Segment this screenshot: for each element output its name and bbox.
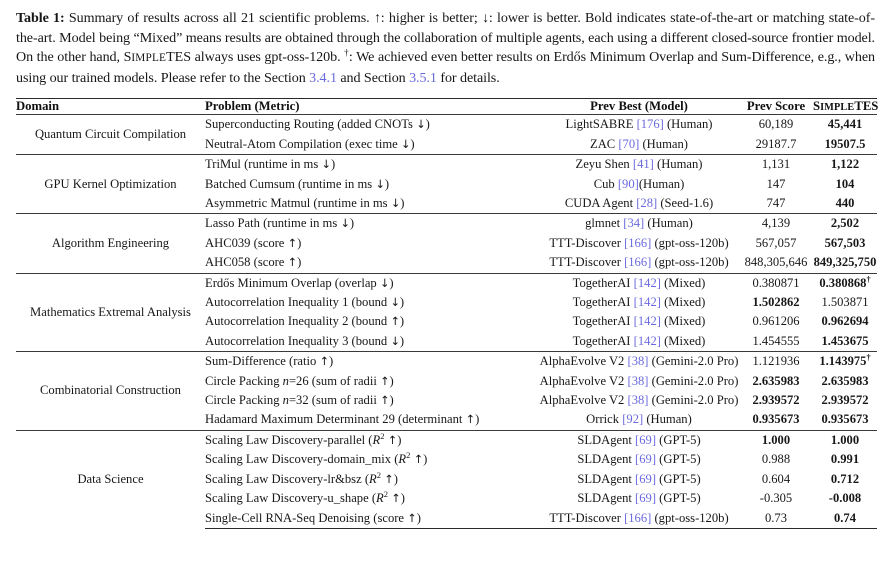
table-header: [16, 99, 877, 115]
problem-cell: [205, 430, 539, 450]
prev-best-model: (Mixed): [660, 275, 706, 290]
direction-arrow-icon: ↑: [465, 412, 476, 427]
simpletes-score-value: -0.008: [828, 491, 862, 506]
direction-arrow-icon: ↑: [384, 471, 394, 486]
problem-text: Scaling Law Discovery-domain_mix (: [205, 452, 399, 467]
problem-cell: [205, 470, 539, 489]
simpletes-score-value: 1.503871: [821, 295, 869, 310]
caption-text-2: always uses gpt-oss-120b.: [190, 49, 345, 66]
simpletes-score-value: 0.962694: [821, 314, 869, 329]
prev-best-cell: [539, 214, 739, 234]
column-header-problem: Problem (Metric): [205, 99, 539, 115]
citation-link[interactable]: [70]: [618, 136, 640, 151]
problem-text: Lasso Path (runtime in ms: [205, 216, 341, 231]
prev-best-model: (gpt-oss-120b): [651, 235, 729, 250]
caption-text-4: and Section: [336, 69, 410, 86]
problem-cell: [205, 273, 539, 293]
prev-best-cell: [539, 450, 739, 469]
simpletes-score-value: 19507.5: [824, 136, 866, 151]
prev-best-model: (GPT-5): [656, 471, 701, 486]
prev-best-cell: [539, 155, 739, 175]
problem-text-end: ): [297, 235, 302, 250]
table-row: [16, 273, 877, 293]
prev-score-cell: 0.604: [761, 471, 791, 486]
prev-best-model: (Mixed): [660, 314, 706, 329]
simpletes-score-value: 2,502: [830, 216, 860, 231]
problem-text-end: ): [384, 176, 390, 191]
problem-cell: [205, 332, 539, 352]
direction-arrow-icon: ↓: [321, 157, 331, 172]
prev-score-cell: 29187.7: [755, 136, 797, 151]
problem-exponent: 2: [406, 450, 411, 461]
table-header-row: [16, 99, 877, 115]
problem-cell: [205, 135, 539, 155]
problem-text: Autocorrelation Inequality 3 (bound: [205, 333, 391, 348]
domain-label: GPU Kernel Optimization: [44, 176, 177, 191]
prev-best-cell: [539, 509, 739, 529]
citation-link[interactable]: [90]: [617, 176, 639, 191]
caption-text-5: for details.: [436, 69, 500, 86]
problem-text-end: ): [410, 136, 415, 151]
problem-symbol: R: [376, 491, 384, 506]
results-table-wrapper: [14, 98, 877, 529]
caption-text-3: : We achieved even better results on Erdős Minimum Overlap and Sum-Difference, e.g., when using our trained models. Please refer to the Section: [16, 49, 875, 86]
direction-arrow-icon: ↑: [380, 393, 390, 408]
citation-link[interactable]: [38]: [627, 354, 649, 369]
problem-text: Erdős Minimum Overlap (overlap: [205, 275, 380, 290]
simpletes-score-cell: [813, 234, 877, 253]
problem-text: AHC058 (score: [205, 255, 288, 270]
simpletes-score-cell: [813, 135, 877, 155]
simpletes-score-cell: [813, 312, 877, 331]
prev-best-cell: [539, 194, 739, 214]
citation-link[interactable]: [38]: [627, 373, 649, 388]
simpletes-score-cell: [813, 450, 877, 469]
citation-link[interactable]: [166]: [624, 235, 652, 250]
prev-best-model: (Human): [653, 157, 703, 172]
problem-cell: [205, 489, 539, 508]
table-body: [16, 115, 877, 529]
problem-text-end: ): [400, 196, 405, 210]
simpletes-score-cell: [813, 155, 877, 175]
prev-score-cell: 0.988: [761, 452, 791, 467]
simpletes-score-value: 440: [835, 196, 855, 210]
table-row: [16, 214, 877, 234]
problem-cell: [205, 194, 539, 214]
problem-text-end: ): [349, 216, 355, 231]
prev-best-cell: [539, 135, 739, 155]
prev-best-name: glmnet: [585, 216, 624, 231]
domain-cell: [16, 273, 205, 352]
problem-text-end: ): [389, 373, 394, 388]
direction-arrow-icon: ↓: [416, 117, 426, 132]
problem-text: Neutral-Atom Compilation (exec time: [205, 136, 401, 151]
direction-arrow-icon: ↓: [390, 333, 400, 348]
column-header-simpletes-small: IMPLE: [820, 102, 855, 114]
prev-score-cell: 147: [766, 176, 786, 191]
simpletes-score-cell: [813, 489, 877, 508]
problem-cell: [205, 410, 539, 430]
caption-system-name-tail: TES: [166, 49, 191, 66]
prev-best-name: Orrick: [586, 412, 623, 427]
problem-symbol: n: [282, 373, 289, 388]
citation-link[interactable]: [38]: [627, 393, 649, 408]
prev-best-cell: [539, 273, 739, 293]
problem-cell: [205, 391, 539, 410]
prev-score-cell: 1.454555: [752, 333, 800, 348]
prev-best-cell: [539, 430, 739, 450]
prev-best-model: (Human): [638, 176, 685, 191]
problem-text: Scaling Law Discovery-u_shape (: [205, 491, 377, 506]
prev-best-model: (Gemini-2.0 Pro): [648, 393, 739, 408]
simpletes-score-value: 2.939572: [821, 393, 869, 408]
simpletes-score-cell: [813, 175, 877, 194]
problem-text-end: ): [400, 491, 405, 506]
simpletes-score-value: 104: [835, 176, 855, 191]
prev-best-model: (GPT-5): [656, 452, 701, 467]
citation-link[interactable]: [69]: [635, 452, 657, 467]
problem-cell: [205, 155, 539, 175]
direction-arrow-icon: ↓: [390, 295, 400, 310]
prev-best-name: SLDAgent: [577, 452, 636, 467]
problem-text: AHC039 (score: [205, 235, 288, 250]
citation-link[interactable]: [176]: [636, 117, 664, 132]
direction-arrow-icon: ↓: [390, 196, 401, 210]
problem-text-end: ): [416, 510, 421, 525]
domain-cell: [16, 352, 205, 431]
problem-text-end: ): [329, 354, 334, 369]
problem-text-end: ): [475, 412, 480, 427]
problem-text-mid: =32 (sum of radii: [288, 393, 380, 408]
direction-arrow-icon: ↑: [287, 255, 298, 270]
simpletes-score-cell: [813, 214, 877, 234]
prev-score-cell: 1,131: [739, 155, 813, 175]
simpletes-score-cell: [813, 352, 877, 372]
prev-best-model: (Gemini-2.0 Pro): [648, 354, 739, 369]
direction-arrow-icon: ↑: [407, 510, 417, 525]
column-header-simpletes-head: S: [813, 99, 821, 114]
problem-symbol: n: [282, 393, 289, 408]
simpletes-score-value: 45,441: [827, 117, 863, 132]
problem-exponent: 2: [376, 469, 382, 480]
direction-arrow-icon: ↓: [400, 136, 411, 151]
prev-score-cell: 0.961206: [752, 314, 800, 329]
prev-score-cell: 60,189: [739, 115, 813, 135]
prev-score-cell: 567,057: [755, 235, 797, 250]
direction-arrow-icon: ↓: [379, 275, 390, 290]
column-header-simpletes: [813, 99, 877, 115]
simpletes-score-cell: [813, 115, 877, 135]
domain-label: Combinatorial Construction: [40, 383, 181, 398]
direction-arrow-icon: ↓: [340, 216, 350, 231]
problem-text: Sum-Difference (ratio: [205, 354, 320, 369]
prev-best-model: (Mixed): [660, 333, 706, 348]
simpletes-score-value: 2.635983: [821, 373, 869, 388]
domain-cell: [16, 155, 205, 214]
direction-arrow-icon: ↓: [375, 176, 385, 191]
prev-best-name: TTT-Discover: [549, 255, 625, 270]
problem-symbol: R: [372, 432, 381, 447]
direction-arrow-icon: ↑: [391, 491, 401, 506]
problem-text-end: ): [399, 314, 405, 329]
simpletes-score-value: 1.453675: [821, 333, 869, 348]
domain-label: Algorithm Engineering: [51, 235, 170, 250]
dagger-marker: †: [866, 353, 871, 363]
prev-best-name: TogetherAI: [572, 275, 634, 290]
caption-label: Table 1:: [16, 10, 65, 26]
problem-text: Scaling Law Discovery-parallel (: [205, 432, 373, 447]
prev-best-name: ZAC: [590, 136, 619, 151]
prev-best-name: AlphaEvolve V2: [539, 354, 628, 369]
caption-xref-section-351[interactable]: 3.5.1: [409, 69, 437, 86]
problem-cell: [205, 253, 539, 273]
problem-text: Autocorrelation Inequality 1 (bound: [205, 295, 391, 310]
simpletes-score-cell: [813, 253, 877, 273]
simpletes-score-cell: [813, 391, 877, 410]
domain-label: Mathematics Extremal Analysis: [30, 304, 191, 319]
simpletes-score-cell: [813, 332, 877, 352]
prev-best-name: CUDA Agent: [564, 196, 637, 210]
problem-text: Scaling Law Discovery-lr&bsz (: [205, 471, 370, 486]
column-header-simpletes-tail: TES: [854, 99, 879, 114]
citation-link[interactable]: [166]: [624, 255, 652, 270]
simpletes-score-cell: [813, 372, 877, 391]
domain-cell: [16, 214, 205, 273]
table-row: [16, 352, 877, 372]
prev-score-cell: 2.635983: [752, 373, 800, 388]
prev-best-model: (Mixed): [660, 295, 706, 310]
prev-best-name: TTT-Discover: [549, 235, 625, 250]
citation-link[interactable]: [142]: [633, 275, 661, 290]
problem-cell: [205, 293, 539, 312]
problem-cell: [205, 234, 539, 253]
prev-score-cell: 0.935673: [752, 412, 800, 427]
problem-cell: [205, 450, 539, 469]
prev-best-model: (Human): [663, 117, 713, 132]
citation-link[interactable]: [69]: [635, 432, 657, 447]
prev-best-model: (gpt-oss-120b): [651, 510, 729, 525]
prev-best-name: SLDAgent: [577, 471, 636, 486]
problem-symbol: R: [369, 471, 377, 486]
prev-score-cell: 2.939572: [752, 393, 800, 408]
problem-text: Single-Cell RNA-Seq Denoising (score: [205, 510, 408, 525]
prev-best-cell: [539, 410, 739, 430]
prev-best-model: (GPT-5): [656, 432, 701, 447]
prev-best-model: (Gemini-2.0 Pro): [648, 373, 739, 388]
simpletes-score-value: 849,325,750: [813, 255, 877, 270]
prev-best-model: (Human): [639, 136, 688, 151]
prev-best-cell: [539, 470, 739, 489]
prev-best-cell: [539, 115, 739, 135]
simpletes-score-value: 1.000: [830, 432, 860, 447]
problem-cell: [205, 115, 539, 135]
prev-score-cell: 0.380871: [739, 273, 813, 293]
prev-best-name: AlphaEvolve V2: [539, 393, 628, 408]
problem-text-end: ): [423, 452, 428, 467]
problem-cell: [205, 352, 539, 372]
problem-text-end: ): [330, 157, 336, 172]
problem-exponent: 2: [380, 430, 385, 441]
caption-system-name-small: IMPLE: [131, 52, 167, 65]
table-caption: [16, 9, 875, 88]
citation-link[interactable]: [28]: [636, 196, 658, 210]
prev-best-name: SLDAgent: [577, 491, 636, 506]
problem-text-end: ): [425, 117, 430, 132]
problem-text: TriMul (runtime in ms: [205, 157, 322, 172]
simpletes-score-value: 0.991: [830, 452, 860, 467]
prev-best-cell: [539, 391, 739, 410]
simpletes-score-value: 0.935673: [821, 412, 869, 427]
problem-text-end: ): [399, 295, 405, 310]
citation-link[interactable]: [166]: [624, 510, 652, 525]
domain-cell: [16, 430, 205, 528]
problem-text-mid: =26 (sum of radii: [288, 373, 380, 388]
problem-cell: [205, 175, 539, 194]
table-row: [16, 430, 877, 450]
prev-best-cell: [539, 312, 739, 331]
prev-best-cell: [539, 293, 739, 312]
citation-link[interactable]: [41]: [632, 157, 654, 172]
simpletes-score-cell: [813, 470, 877, 489]
prev-best-cell: [539, 175, 739, 194]
problem-text-end: ): [389, 393, 394, 408]
simpletes-score-value: 1.143975: [819, 354, 867, 369]
prev-best-model: (Human): [643, 412, 692, 427]
prev-best-name: Zeyu Shen: [575, 157, 633, 172]
caption-dagger: †: [344, 48, 349, 59]
prev-best-model: (Seed-1.6): [657, 196, 714, 210]
prev-score-cell: 1.000: [739, 430, 813, 450]
simpletes-score-value: 567,503: [824, 235, 866, 250]
problem-text: Autocorrelation Inequality 2 (bound: [205, 314, 391, 329]
prev-best-cell: [539, 372, 739, 391]
simpletes-score-value: 1,122: [830, 157, 860, 172]
prev-best-model: (GPT-5): [656, 491, 701, 506]
prev-score-cell: 4,139: [739, 214, 813, 234]
prev-best-name: Cub: [593, 176, 618, 191]
prev-score-cell: 1.121936: [739, 352, 813, 372]
prev-score-cell: 1.502862: [752, 295, 800, 310]
domain-label: Data Science: [77, 471, 144, 486]
prev-best-name: SLDAgent: [577, 432, 636, 447]
direction-arrow-icon: ↑: [413, 452, 424, 467]
column-header-prev-best: Prev Best (Model): [539, 99, 739, 115]
direction-arrow-icon: ↑: [390, 314, 400, 329]
domain-cell: [16, 115, 205, 155]
problem-cell: [205, 312, 539, 331]
column-header-prev-score: Prev Score: [739, 99, 813, 115]
problem-text-end: ): [393, 471, 398, 486]
caption-system-name-head: S: [123, 49, 132, 66]
problem-exponent: 2: [383, 488, 388, 499]
problem-text-end: ): [399, 333, 405, 348]
prev-best-cell: [539, 253, 739, 273]
direction-arrow-icon: ↑: [380, 373, 390, 388]
prev-best-cell: [539, 489, 739, 508]
prev-best-name: LightSABRE: [565, 117, 637, 132]
simpletes-score-cell: [813, 410, 877, 430]
prev-score-cell: 0.73: [739, 509, 813, 529]
problem-cell: [205, 509, 539, 529]
caption-text-1: Summary of results across all 21 scientific problems. ↑: higher is better; ↓: lower is better. Bold indicates state-of-the-art or matching state-of-the-art. Model being “Mixed” means results are obtained through the collaboration of multiple agents, each using a different closed-source frontier model. On the other hand,: [16, 10, 875, 66]
prev-best-cell: [539, 332, 739, 352]
domain-label: Quantum Circuit Compilation: [34, 127, 187, 142]
problem-text: Circle Packing: [205, 393, 283, 408]
citation-link[interactable]: [69]: [635, 471, 657, 486]
problem-cell: [205, 214, 539, 234]
direction-arrow-icon: ↑: [387, 432, 398, 447]
prev-best-model: (gpt-oss-120b): [651, 255, 729, 270]
prev-best-name: AlphaEvolve V2: [539, 373, 628, 388]
caption-system-name: [124, 49, 191, 65]
prev-best-cell: [539, 234, 739, 253]
prev-best-name: TogetherAI: [572, 333, 634, 348]
prev-best-name: TogetherAI: [572, 314, 634, 329]
simpletes-score-value: 0.74: [834, 510, 856, 525]
simpletes-score-value: 0.380868: [819, 275, 867, 290]
problem-text-end: ): [297, 255, 302, 270]
problem-text: Batched Cumsum (runtime in ms: [205, 176, 376, 191]
citation-link[interactable]: [142]: [633, 295, 661, 310]
problem-symbol: R: [398, 452, 407, 467]
simpletes-score-value: 0.712: [830, 471, 860, 486]
prev-score-cell: 747: [766, 196, 786, 210]
citation-link[interactable]: [92]: [622, 412, 644, 427]
prev-best-name: TTT-Discover: [549, 510, 625, 525]
citation-link[interactable]: [34]: [623, 216, 645, 231]
problem-text-end: ): [389, 275, 394, 290]
citation-link[interactable]: [142]: [633, 314, 661, 329]
prev-best-name: TogetherAI: [572, 295, 634, 310]
prev-best-model: (Human): [644, 216, 693, 231]
direction-arrow-icon: ↑: [287, 235, 298, 250]
dagger-marker: †: [866, 274, 871, 284]
problem-text: Superconducting Routing (added CNOTs: [205, 117, 417, 132]
problem-cell: [205, 372, 539, 391]
results-table: [16, 98, 877, 529]
caption-xref-section-341[interactable]: 3.4.1: [309, 69, 337, 86]
problem-text-end: ): [397, 432, 402, 447]
simpletes-score-cell: [813, 430, 877, 450]
citation-link[interactable]: [69]: [635, 491, 657, 506]
table-row: [16, 155, 877, 175]
column-header-domain: Domain: [16, 99, 205, 115]
problem-text: Circle Packing: [205, 373, 283, 388]
prev-score-cell: -0.305: [759, 491, 793, 506]
table-row: [16, 115, 877, 135]
simpletes-score-cell: [813, 194, 877, 214]
prev-best-cell: [539, 352, 739, 372]
prev-score-cell: 848,305,646: [744, 255, 808, 270]
simpletes-score-cell: [813, 509, 877, 529]
direction-arrow-icon: ↑: [319, 354, 330, 369]
problem-text: Asymmetric Matmul (runtime in ms: [205, 196, 391, 210]
problem-text: Hadamard Maximum Determinant 29 (determinant: [205, 412, 466, 427]
simpletes-score-cell: [813, 273, 877, 293]
citation-link[interactable]: [142]: [633, 333, 661, 348]
simpletes-score-cell: [813, 293, 877, 312]
